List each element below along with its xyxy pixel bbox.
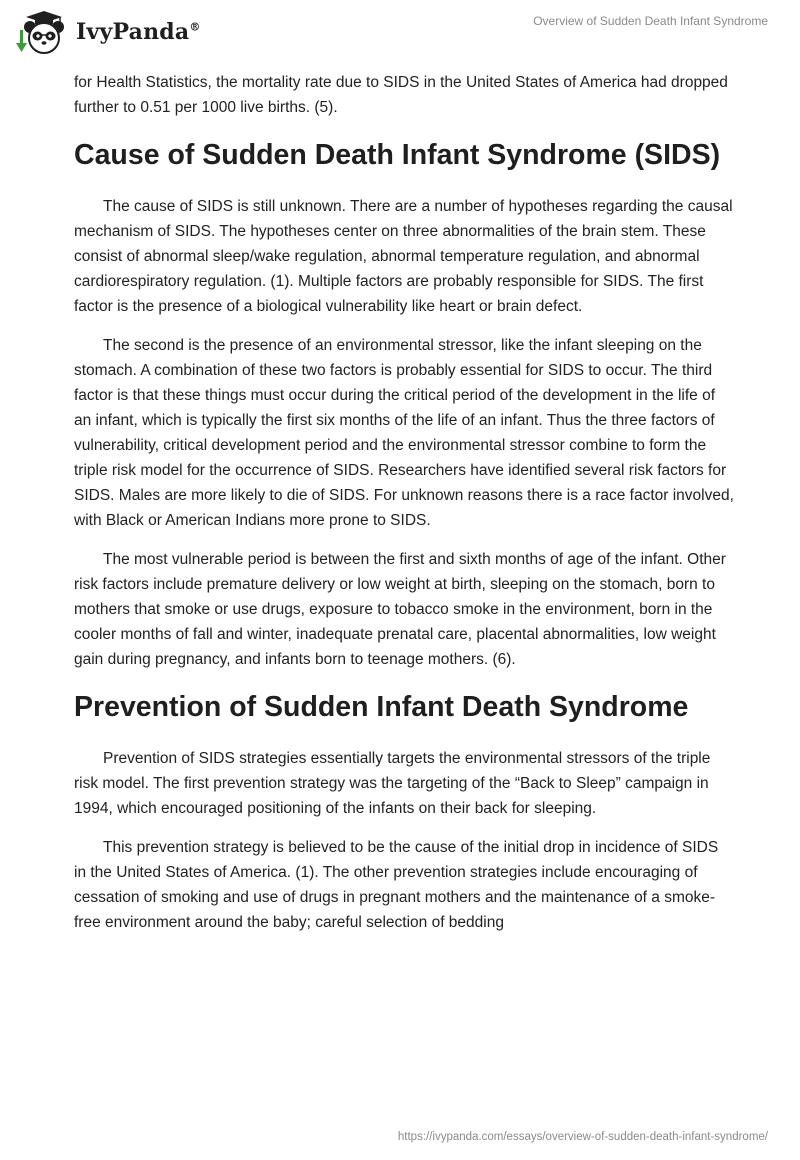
paragraph: This prevention strategy is believed to be the cause of the initial drop in incidence of SIDS in the United States of America. (1). The other prevention strategies include encouraging of cessation of smoking and use of drugs in pregnant mothers and the maintenance of a smoke-free environment around the baby; careful selection of bedding — [74, 839, 719, 931]
section-heading-prevention: Prevention of Sudden Infant Death Syndrome — [74, 691, 689, 723]
section-heading-cause: Cause of Sudden Death Infant Syndrome (SIDS) — [74, 139, 721, 171]
page-header — [0, 0, 800, 72]
document-title: Overview of Sudden Death Infant Syndrome — [533, 14, 768, 28]
source-url[interactable]: https://ivypanda.com/essays/overview-of-sudden-death-infant-syndrome/ — [397, 1131, 768, 1143]
article-body — [74, 70, 734, 949]
paragraph: The cause of SIDS is still unknown. There are a number of hypotheses regarding the causal mechanism of SIDS. The hypotheses center on three abnormalities of the brain stem. These consist of abnormal sleep/wake regulation, abnormal temperature regulation, and abnormal cardiorespiratory regulation. (1). Multiple factors are probably responsible for SIDS. The first factor is the presence of a biological vulnerability like heart or brain defect. — [74, 198, 733, 315]
brand-name: IvyPanda® — [76, 19, 201, 45]
panda-graduate-icon — [12, 8, 74, 56]
paragraph: The second is the presence of an environmental stressor, like the infant sleeping on the stomach. A combination of these two factors is probably essential for SIDS to occur. The third factor is that these things must occur during the critical period of the development in the life of an infant, which is typically the first six months of the life of an infant. Thus the three factors of vulnerability, critical development period and the environmental stressor combine to form the triple risk model for the occurrence of SIDS. Researchers have identified several risk factors for SIDS. Males are more likely to die of SIDS. For unknown reasons there is a race factor involved, with Black or American Indians more prone to SIDS. — [74, 337, 734, 529]
intro-paragraph: for Health Statistics, the mortality rate due to SIDS in the United States of America had dropped further to 0.51 per 1000 live births. (5). — [74, 74, 728, 116]
paragraph: The most vulnerable period is between the first and sixth months of age of the infant. Other risk factors include premature delivery or low weight at birth, sleeping on the stomach, born to mothers that smoke or use drugs, exposure to tobacco smoke in the environment, born in the cooler months of fall and winter, inadequate prenatal care, placental abnormalities, low weight gain during pregnancy, and infants born to teenage mothers. (6). — [74, 551, 726, 668]
logo[interactable] — [12, 8, 201, 56]
paragraph: Prevention of SIDS strategies essentially targets the environmental stressors of the triple risk model. The first prevention strategy was the targeting of the “Back to Sleep” campaign in 1994, which encouraged positioning of the infants on their back for sleeping. — [74, 750, 711, 817]
